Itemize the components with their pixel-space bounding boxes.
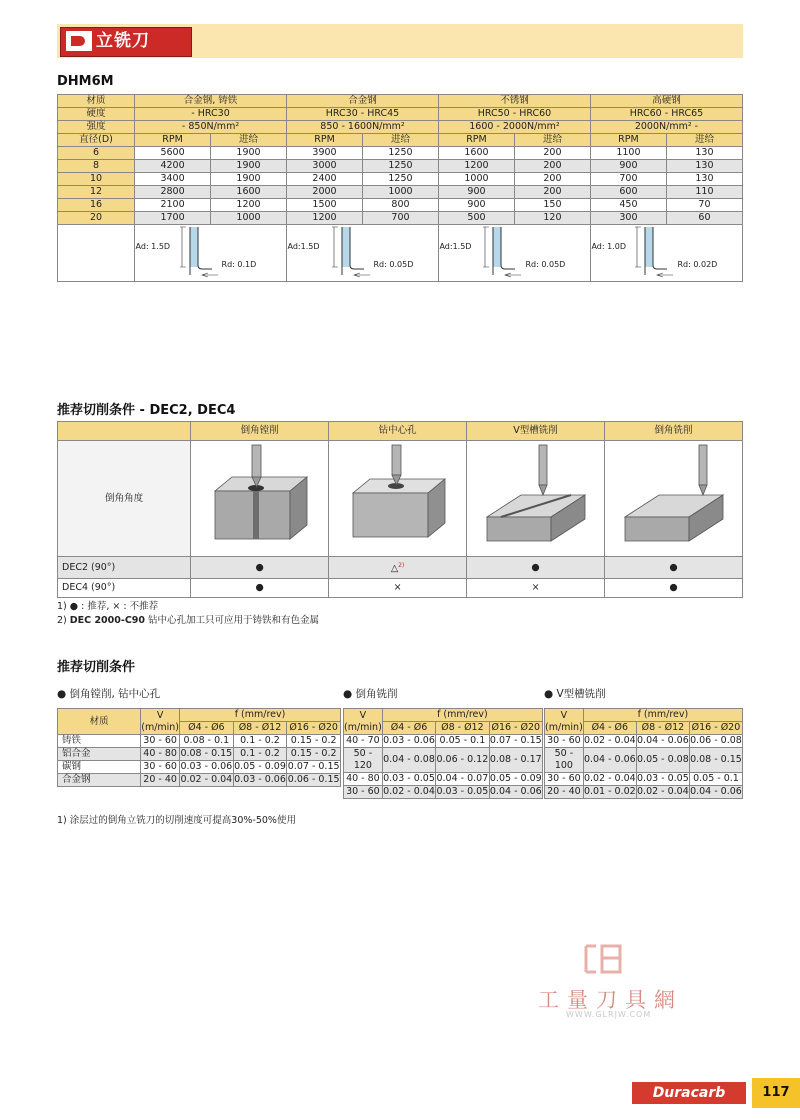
feed-cell: 1000 [363, 186, 439, 199]
relief-profile-icon [136, 225, 286, 281]
material-cell: 碳钢 [58, 761, 141, 774]
relief-diagram-body [136, 225, 286, 281]
feed-cell: 200 [514, 173, 590, 186]
rpm-cell: 500 [438, 212, 514, 225]
material-name: 不锈钢 [438, 95, 590, 108]
relief-rd-label: Rd: 0.02D [677, 260, 718, 269]
diameter-cell: 16 [58, 199, 135, 212]
col-rpm: RPM [438, 134, 514, 147]
col-rpm: RPM [287, 134, 363, 147]
f-header: f (mm/rev) [180, 709, 341, 722]
material-strength: - 850N/mm² [135, 121, 287, 134]
speed-cell: 20 - 40 [141, 774, 180, 787]
relief-rd-label: Rd: 0.05D [373, 260, 414, 269]
table-row [58, 199, 743, 212]
dec-row-label: DEC2 (90°) [58, 557, 191, 579]
f-col-header: Ø16 - Ø20 [689, 722, 742, 735]
page-number: 117 [752, 1078, 800, 1108]
chamfer-angle-label: 倒角角度 [58, 441, 191, 557]
material-strength: 1600 - 2000N/mm² [438, 121, 590, 134]
f-col-header: Ø8 - Ø12 [636, 722, 689, 735]
material-hardness: HRC60 - HRC65 [590, 108, 742, 121]
cond-group-title: ● 倒角镗削, 钻中心孔 [57, 688, 161, 700]
rpm-cell: 1200 [287, 212, 363, 225]
center-drilling-image [329, 441, 467, 557]
label-diameter: 直径(D) [58, 134, 135, 147]
table-row [58, 212, 743, 225]
table-row [58, 748, 341, 761]
cond-title: 推荐切削条件 [57, 660, 136, 675]
diameter-cell: 6 [58, 147, 135, 160]
group-title-text: V型槽铣削 [556, 688, 606, 700]
feed-cell: 0.03 - 0.05 [436, 786, 489, 797]
mark-symbol: ● [669, 561, 678, 573]
relief-diagram-body [591, 225, 741, 281]
relief-rd-label: Rd: 0.1D [221, 260, 257, 269]
rpm-cell: 2000 [287, 186, 363, 199]
feed-cell: 0.06 - 0.08 [690, 735, 742, 746]
material-cell: 合金钢 [58, 774, 141, 787]
mark-symbol: ● [255, 582, 264, 594]
feed-cell: 60 [666, 212, 742, 225]
note-text: ● : 推荐, × : 不推荐 [69, 601, 159, 612]
table-row [545, 735, 743, 748]
feed-cell: 130 [666, 173, 742, 186]
v-header [545, 709, 584, 735]
v-label: V [560, 709, 568, 721]
feed-cell: 1250 [363, 160, 439, 173]
note-bold: DEC 2000-C90 [69, 615, 146, 626]
relief-diagram [590, 225, 742, 282]
relief-profile-icon [591, 225, 741, 281]
rpm-cell: 4200 [135, 160, 211, 173]
material-hardness: HRC50 - HRC60 [438, 108, 590, 121]
feed-cell: 0.07 - 0.15 [287, 761, 340, 772]
table-row [545, 773, 743, 786]
feed-cell: 0.03 - 0.05 [383, 773, 435, 784]
mark-symbol: × [531, 582, 540, 594]
diameter-cell: 20 [58, 212, 135, 225]
feed-cell: 1900 [211, 160, 287, 173]
rpm-cell: 2800 [135, 186, 211, 199]
speed-cell: 50 - 100 [545, 748, 584, 773]
feed-cell: 70 [666, 199, 742, 212]
feed-cell: 0.04 - 0.06 [690, 786, 742, 797]
chamfer-boring-illustration [195, 441, 325, 549]
cond-table-1 [57, 708, 341, 787]
feed-cell: 200 [514, 147, 590, 160]
operation-header: 倒角镗削 [191, 422, 329, 441]
feed-cell: 0.05 - 0.08 [636, 748, 689, 773]
rpm-cell: 2400 [287, 173, 363, 186]
material-hardness: HRC30 - HRC45 [287, 108, 439, 121]
table-row [58, 774, 341, 787]
rpm-cell: 3000 [287, 160, 363, 173]
operation-header: 倒角铣削 [605, 422, 743, 441]
relief-ad-label: Ad: 1.0D [591, 242, 626, 251]
rpm-cell: 450 [590, 199, 666, 212]
table-row [545, 748, 743, 773]
table-row [344, 735, 543, 748]
rpm-cell: 1200 [438, 160, 514, 173]
recommendation-mark [467, 557, 605, 579]
feed-cell: 200 [514, 160, 590, 173]
dec-corner [58, 422, 191, 441]
feed-cell: 700 [363, 212, 439, 225]
feed-cell: 1900 [211, 173, 287, 186]
dec-row [58, 557, 743, 579]
feed-cell: 0.06 - 0.15 [287, 774, 340, 785]
f-col-header: Ø8 - Ø12 [436, 722, 489, 735]
feed-cell: 0.02 - 0.04 [583, 735, 636, 746]
mark-symbol: ● [255, 561, 264, 573]
table-row [58, 186, 743, 199]
center-drilling-illustration [333, 441, 463, 549]
feed-cell: 0.04 - 0.06 [637, 735, 689, 746]
dec-row [58, 579, 743, 598]
relief-ad-label: Ad:1.5D [287, 242, 320, 251]
rpm-cell: 1100 [590, 147, 666, 160]
v-header [141, 709, 180, 735]
note-number: 1) [57, 601, 67, 612]
dec-title: 推荐切削条件 - DEC2, DEC4 [57, 403, 236, 418]
f-col-header: Ø4 - Ø6 [583, 722, 636, 735]
feed-cell: 200 [514, 186, 590, 199]
cond-table-3 [544, 708, 743, 799]
speed-cell: 30 - 60 [141, 735, 180, 748]
f-col-header: Ø4 - Ø6 [180, 722, 234, 735]
speed-cell: 30 - 60 [141, 761, 180, 774]
v-label: V [156, 709, 164, 721]
mark-symbol: △ [390, 563, 399, 575]
feed-cell: 0.05 - 0.09 [234, 761, 286, 772]
relief-profile-icon [288, 225, 438, 281]
v-label: V [359, 709, 367, 721]
feed-cell: 150 [514, 199, 590, 212]
mark-symbol: ● [669, 582, 678, 594]
relief-ad-label: Ad:1.5D [439, 242, 472, 251]
dec-note-2 [57, 612, 319, 626]
feed-cell: 0.03 - 0.06 [234, 774, 286, 785]
rpm-cell: 5600 [135, 147, 211, 160]
speed-cell: 40 - 80 [141, 748, 180, 761]
feed-cell: 0.08 - 0.15 [180, 748, 233, 759]
speed-cell: 30 - 60 [344, 786, 383, 799]
note-text: 钻中心孔加工只可应用于铸铁和有色金属 [145, 615, 320, 626]
f-header: f (mm/rev) [382, 709, 542, 722]
v-unit: (m/min) [545, 721, 583, 733]
feed-cell: 0.03 - 0.06 [180, 761, 233, 772]
table-row [344, 773, 543, 786]
feed-cell: 0.03 - 0.06 [383, 735, 435, 746]
rpm-cell: 900 [438, 186, 514, 199]
feed-cell: 0.08 - 0.1 [180, 735, 234, 748]
recommendation-mark [329, 557, 467, 579]
feed-cell: 0.08 - 0.15 [689, 748, 742, 773]
label-material: 材质 [58, 95, 135, 108]
chamfer-milling-illustration [609, 441, 739, 549]
cond-note [57, 812, 296, 826]
feed-cell: 0.04 - 0.06 [489, 786, 542, 797]
rpm-cell: 1700 [135, 212, 211, 225]
note-number: 1) [57, 815, 67, 826]
relief-diagram-body [288, 225, 438, 281]
feed-cell: 0.04 - 0.06 [583, 748, 636, 773]
feed-cell: 0.01 - 0.02 [583, 786, 636, 797]
table-row [344, 748, 543, 773]
feed-cell: 110 [666, 186, 742, 199]
material-name: 合金钢, 铸铁 [135, 95, 287, 108]
cond-group-title: ● V型槽铣削 [544, 688, 606, 700]
table-row [58, 735, 341, 748]
label-hardness: 硬度 [58, 108, 135, 121]
watermark-text: 工量刀具網 [538, 988, 683, 1012]
col-rpm: RPM [590, 134, 666, 147]
feed-cell: 1200 [211, 199, 287, 212]
feed-cell: 0.05 - 0.09 [489, 773, 542, 784]
speed-cell: 30 - 60 [545, 735, 584, 748]
col-feed: 进给 [514, 134, 590, 147]
rpm-cell: 900 [438, 199, 514, 212]
chamfer-boring-image [191, 441, 329, 557]
cond-table-2 [343, 708, 543, 799]
recommendation-mark [191, 557, 329, 579]
feed-cell: 0.05 - 0.1 [436, 735, 489, 748]
material-strength: 2000N/mm² - [590, 121, 742, 134]
feed-cell: 0.15 - 0.2 [287, 735, 341, 748]
material-strength: 850 - 1600N/mm² [287, 121, 439, 134]
feed-cell: 0.03 - 0.05 [637, 773, 689, 784]
feed-cell: 0.1 - 0.2 [233, 735, 287, 748]
v-groove-image [467, 441, 605, 557]
feed-cell: 0.04 - 0.07 [436, 773, 489, 784]
recommendation-mark [605, 579, 743, 598]
f-col-header: Ø16 - Ø20 [287, 722, 341, 735]
group-title-text: 倒角铣削 [355, 688, 398, 700]
col-feed: 进给 [363, 134, 439, 147]
material-header: 材质 [58, 709, 141, 735]
group-title-text: 倒角镗削, 钻中心孔 [69, 688, 161, 700]
rpm-cell: 900 [590, 160, 666, 173]
material-hardness: - HRC30 [135, 108, 287, 121]
relief-diagram [135, 225, 287, 282]
rpm-cell: 3400 [135, 173, 211, 186]
operation-header: 钻中心孔 [329, 422, 467, 441]
feed-cell: 130 [666, 147, 742, 160]
material-cell: 铝合金 [58, 748, 141, 761]
table-row [344, 786, 543, 799]
dhm6m-title: DHM6M [57, 74, 114, 89]
recommendation-mark [605, 557, 743, 579]
v-groove-illustration [471, 441, 601, 549]
mark-symbol: × [393, 582, 402, 594]
label-strength: 强度 [58, 121, 135, 134]
dhm6m-table [57, 94, 743, 282]
rpm-cell: 600 [590, 186, 666, 199]
f-col-header: Ø8 - Ø12 [233, 722, 287, 735]
f-col-header: Ø4 - Ø6 [382, 722, 435, 735]
diameter-cell: 8 [58, 160, 135, 173]
relief-ad-label: Ad: 1.5D [135, 242, 171, 251]
dec-row-label: DEC4 (90°) [58, 579, 191, 598]
speed-cell: 40 - 70 [344, 735, 383, 748]
feed-cell: 0.1 - 0.2 [233, 748, 287, 761]
operation-header: V型槽铣削 [467, 422, 605, 441]
rpm-cell: 700 [590, 173, 666, 186]
note-text: 涂层过的倒角立铣刀的切削速度可提高30%-50%使用 [69, 815, 296, 826]
feed-cell: 1250 [363, 147, 439, 160]
diameter-cell: 12 [58, 186, 135, 199]
logo-d-inner [71, 36, 85, 46]
table-row [545, 786, 743, 799]
cond-group-title: ● 倒角铣削 [343, 688, 398, 700]
relief-diagram [438, 225, 590, 282]
speed-cell: 50 - 120 [344, 748, 383, 773]
watermark-url: WWW.GLRJW.COM [566, 1010, 652, 1019]
rpm-cell: 300 [590, 212, 666, 225]
feed-cell: 1900 [211, 147, 287, 160]
v-unit: (m/min) [141, 721, 180, 733]
feed-cell: 0.02 - 0.04 [637, 786, 689, 797]
material-cell: 铸铁 [58, 735, 141, 748]
col-feed: 进给 [666, 134, 742, 147]
table-row [58, 761, 341, 774]
feed-cell: 0.05 - 0.1 [689, 773, 742, 786]
rpm-cell: 2100 [135, 199, 211, 212]
table-row [58, 173, 743, 186]
table-row [58, 160, 743, 173]
v-header [344, 709, 383, 735]
speed-cell: 40 - 80 [344, 773, 383, 786]
rpm-cell: 1500 [287, 199, 363, 212]
speed-cell: 30 - 60 [545, 773, 584, 786]
feed-cell: 0.08 - 0.17 [489, 748, 542, 773]
v-unit: (m/min) [344, 721, 382, 733]
dec-note-1 [57, 598, 158, 612]
recommendation-mark [467, 579, 605, 598]
feed-cell: 1000 [211, 212, 287, 225]
feed-cell: 0.02 - 0.04 [383, 786, 435, 797]
rpm-cell: 1600 [438, 147, 514, 160]
feed-cell: 130 [666, 160, 742, 173]
feed-cell: 1250 [363, 173, 439, 186]
feed-cell: 0.15 - 0.2 [287, 748, 341, 761]
feed-cell: 0.02 - 0.04 [583, 773, 636, 784]
diagram-spacer [58, 225, 135, 282]
diameter-cell: 10 [58, 173, 135, 186]
feed-cell: 0.06 - 0.12 [436, 748, 489, 773]
col-rpm: RPM [135, 134, 211, 147]
chamfer-milling-image [605, 441, 743, 557]
col-feed: 进给 [211, 134, 287, 147]
recommendation-mark [191, 579, 329, 598]
f-header: f (mm/rev) [583, 709, 742, 722]
relief-profile-icon [439, 225, 589, 281]
f-col-header: Ø16 - Ø20 [489, 722, 542, 735]
speed-cell: 20 - 40 [545, 786, 584, 799]
feed-cell: 800 [363, 199, 439, 212]
note-number: 2) [57, 615, 67, 626]
table-row [58, 147, 743, 160]
feed-cell: 0.04 - 0.08 [382, 748, 435, 773]
rpm-cell: 3900 [287, 147, 363, 160]
feed-cell: 1600 [211, 186, 287, 199]
material-name: 合金钢 [287, 95, 439, 108]
feed-cell: 120 [514, 212, 590, 225]
watermark-icon [580, 944, 630, 974]
feed-cell: 0.02 - 0.04 [180, 774, 233, 785]
relief-diagram [287, 225, 439, 282]
brand-name: Duracarb [652, 1085, 726, 1101]
relief-diagram-body [439, 225, 589, 281]
footnote-marker: 2) [398, 562, 405, 569]
material-name: 高硬钢 [590, 95, 742, 108]
recommendation-mark [329, 579, 467, 598]
feed-cell: 0.07 - 0.15 [489, 735, 542, 746]
rpm-cell: 1000 [438, 173, 514, 186]
logo-text: 立铣刀 [96, 31, 150, 51]
dec-table [57, 421, 743, 598]
mark-symbol: ● [531, 561, 540, 573]
relief-rd-label: Rd: 0.05D [525, 260, 566, 269]
